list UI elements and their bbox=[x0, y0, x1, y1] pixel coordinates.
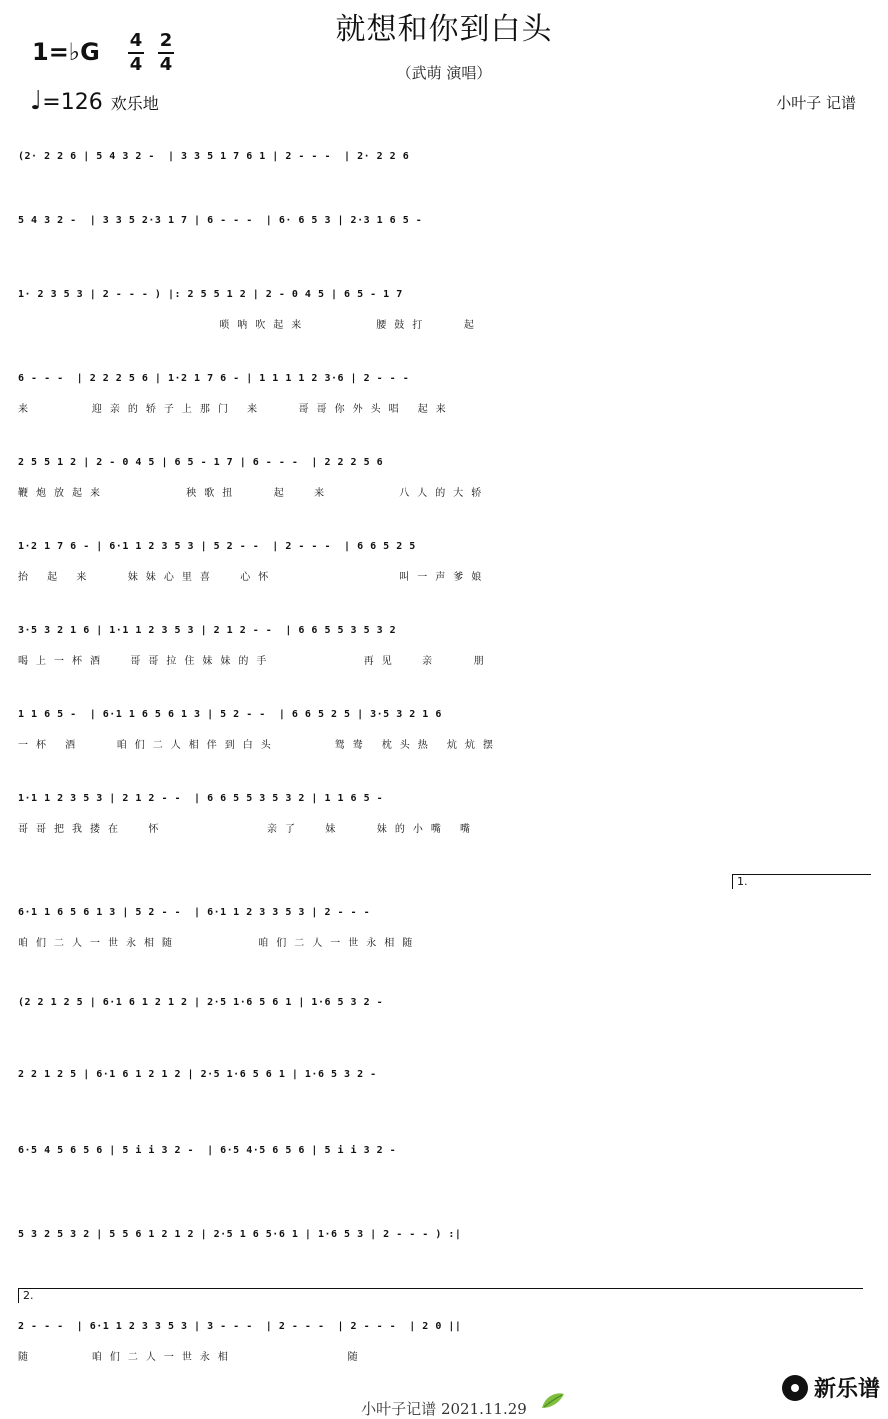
score-row bbox=[18, 1289, 870, 1370]
score-row bbox=[18, 875, 870, 956]
score-row bbox=[18, 204, 870, 264]
mood-marking: 欢乐地 bbox=[110, 94, 159, 113]
notation-line: 1· 2 3 5 3 | 2 - - - ) |: 2 5 5 1 2 | 2 - 0 4 5 | 6 5 - 1 7 bbox=[18, 289, 403, 300]
score-row bbox=[18, 140, 870, 200]
key-signature: 1=♭G bbox=[32, 38, 100, 66]
score-row bbox=[18, 1058, 870, 1118]
notation-line: 6·1 1 6 5 6 1 3 | 5 2 - - | 6·1 1 2 3 3 5 3 | 2 - - - bbox=[18, 907, 371, 918]
transcriber-credit: 小叶子 记谱 bbox=[776, 94, 856, 112]
time-signatures bbox=[128, 32, 174, 74]
notation-line: (2· 2 2 6 | 5 4 3 2 - | 3 3 5 1 7 6 1 | 2 - - - | 2· 2 2 6 bbox=[18, 151, 410, 162]
lyric-line: 哥哥把我搂在 怀 亲了 妹 妹的小嘴 嘴 bbox=[18, 824, 479, 835]
score-row bbox=[18, 1218, 870, 1278]
time-signature-a bbox=[128, 32, 144, 74]
time-b-top: 2 bbox=[159, 30, 173, 51]
score-row bbox=[18, 446, 870, 506]
lyric-line: 喝上一杯酒 哥哥拉住妹妹的手 再见 亲 朋 bbox=[18, 656, 492, 667]
lyric-line: 抬 起 来 妹妹心里喜 心怀 叫一声爹娘 bbox=[18, 572, 490, 583]
lyric-line: 随 咱们二人一世永相 随 bbox=[18, 1352, 366, 1363]
score-row bbox=[18, 614, 870, 674]
score-row bbox=[18, 986, 870, 1046]
time-b-bottom: 4 bbox=[159, 54, 173, 75]
lyric-line: 咱们二人一世永相随 咱们二人一世永相随 bbox=[18, 938, 421, 949]
volta-bracket: 1. bbox=[732, 874, 871, 889]
song-title: 就想和你到白头 bbox=[335, 12, 553, 47]
performer-credit: （武萌 演唱） bbox=[396, 64, 492, 82]
site-logo[interactable] bbox=[782, 1372, 880, 1403]
notation-line: 2 2 1 2 5 | 6·1 6 1 2 1 2 | 2·5 1·6 5 6 1 | 1·6 5 3 2 - bbox=[18, 1069, 377, 1080]
notation-line: 2 - - - | 6·1 1 2 3 3 5 3 | 3 - - - | 2 - - - | 2 - - - | 2 0 || bbox=[18, 1321, 462, 1332]
score-row bbox=[18, 278, 870, 338]
notation-line: (2 2 1 2 5 | 6·1 6 1 2 1 2 | 2·5 1·6 5 6 1 | 1·6 5 3 2 - bbox=[18, 997, 384, 1008]
score-row bbox=[18, 698, 870, 758]
notation-line: 3·5 3 2 1 6 | 1·1 1 2 3 5 3 | 2 1 2 - - | 6 6 5 5 3 5 3 2 bbox=[18, 625, 397, 636]
lyric-line: 鞭炮放起来 秧歌扭 起 来 八人的大轿 bbox=[18, 488, 490, 499]
notation-line: 6·5 4 5 6 5 6 | 5 i i 3 2 - | 6·5 4·5 6 5 6 | 5 i i 3 2 - bbox=[18, 1145, 397, 1156]
notation-line: 5 4 3 2 - | 3 3 5 2·3 1 7 | 6 - - - | 6· 6 5 3 | 2·3 1 6 5 - bbox=[18, 215, 423, 226]
time-a-bottom: 4 bbox=[129, 54, 143, 75]
score-row bbox=[18, 782, 870, 842]
time-a-top: 4 bbox=[129, 30, 143, 51]
notation-line: 5 3 2 5 3 2 | 5 5 6 1 2 1 2 | 2·5 1 6 5·6 1 | 1·6 5 3 | 2 - - - ) :| bbox=[18, 1229, 462, 1240]
notation-line: 2 5 5 1 2 | 2 - 0 4 5 | 6 5 - 1 7 | 6 - - - | 2 2 2 5 6 bbox=[18, 457, 384, 468]
lyric-line: 唢呐吹起来 腰鼓打 起 bbox=[18, 320, 482, 331]
footer-credit: 小叶子记谱 2021.11.29 bbox=[361, 1400, 527, 1418]
score-row bbox=[18, 362, 870, 422]
notation-line: 1·1 1 2 3 5 3 | 2 1 2 - - | 6 6 5 5 3 5 3 2 | 1 1 6 5 - bbox=[18, 793, 384, 804]
lyric-line: 一杯 酒 咱们二人相伴到白头 鸳鸯 枕头热 炕炕摆 bbox=[18, 740, 501, 751]
logo-text: 新乐谱 bbox=[813, 1377, 880, 1402]
record-disc-icon bbox=[782, 1375, 808, 1401]
tempo-value: =126 bbox=[42, 90, 103, 115]
volta-bracket: 2. bbox=[18, 1288, 863, 1303]
notation-line: 1 1 6 5 - | 6·1 1 6 5 6 1 3 | 5 2 - - | 6 6 5 2 5 | 3·5 3 2 1 6 bbox=[18, 709, 442, 720]
score-row bbox=[18, 530, 870, 590]
notation-line: 1·2 1 7 6 - | 6·1 1 2 3 5 3 | 5 2 - - | 2 - - - | 6 6 5 2 5 bbox=[18, 541, 416, 552]
quarter-note-icon: ♩ bbox=[30, 86, 43, 116]
lyric-line: 来 迎亲的轿子上那门 来 哥哥你外头唱 起来 bbox=[18, 404, 454, 415]
notation-line: 6 - - - | 2 2 2 5 6 | 1·2 1 7 6 - | 1 1 1 1 2 3·6 | 2 - - - bbox=[18, 373, 410, 384]
score-row bbox=[18, 1134, 870, 1194]
tempo-marking bbox=[30, 86, 159, 116]
time-signature-b bbox=[158, 32, 174, 74]
